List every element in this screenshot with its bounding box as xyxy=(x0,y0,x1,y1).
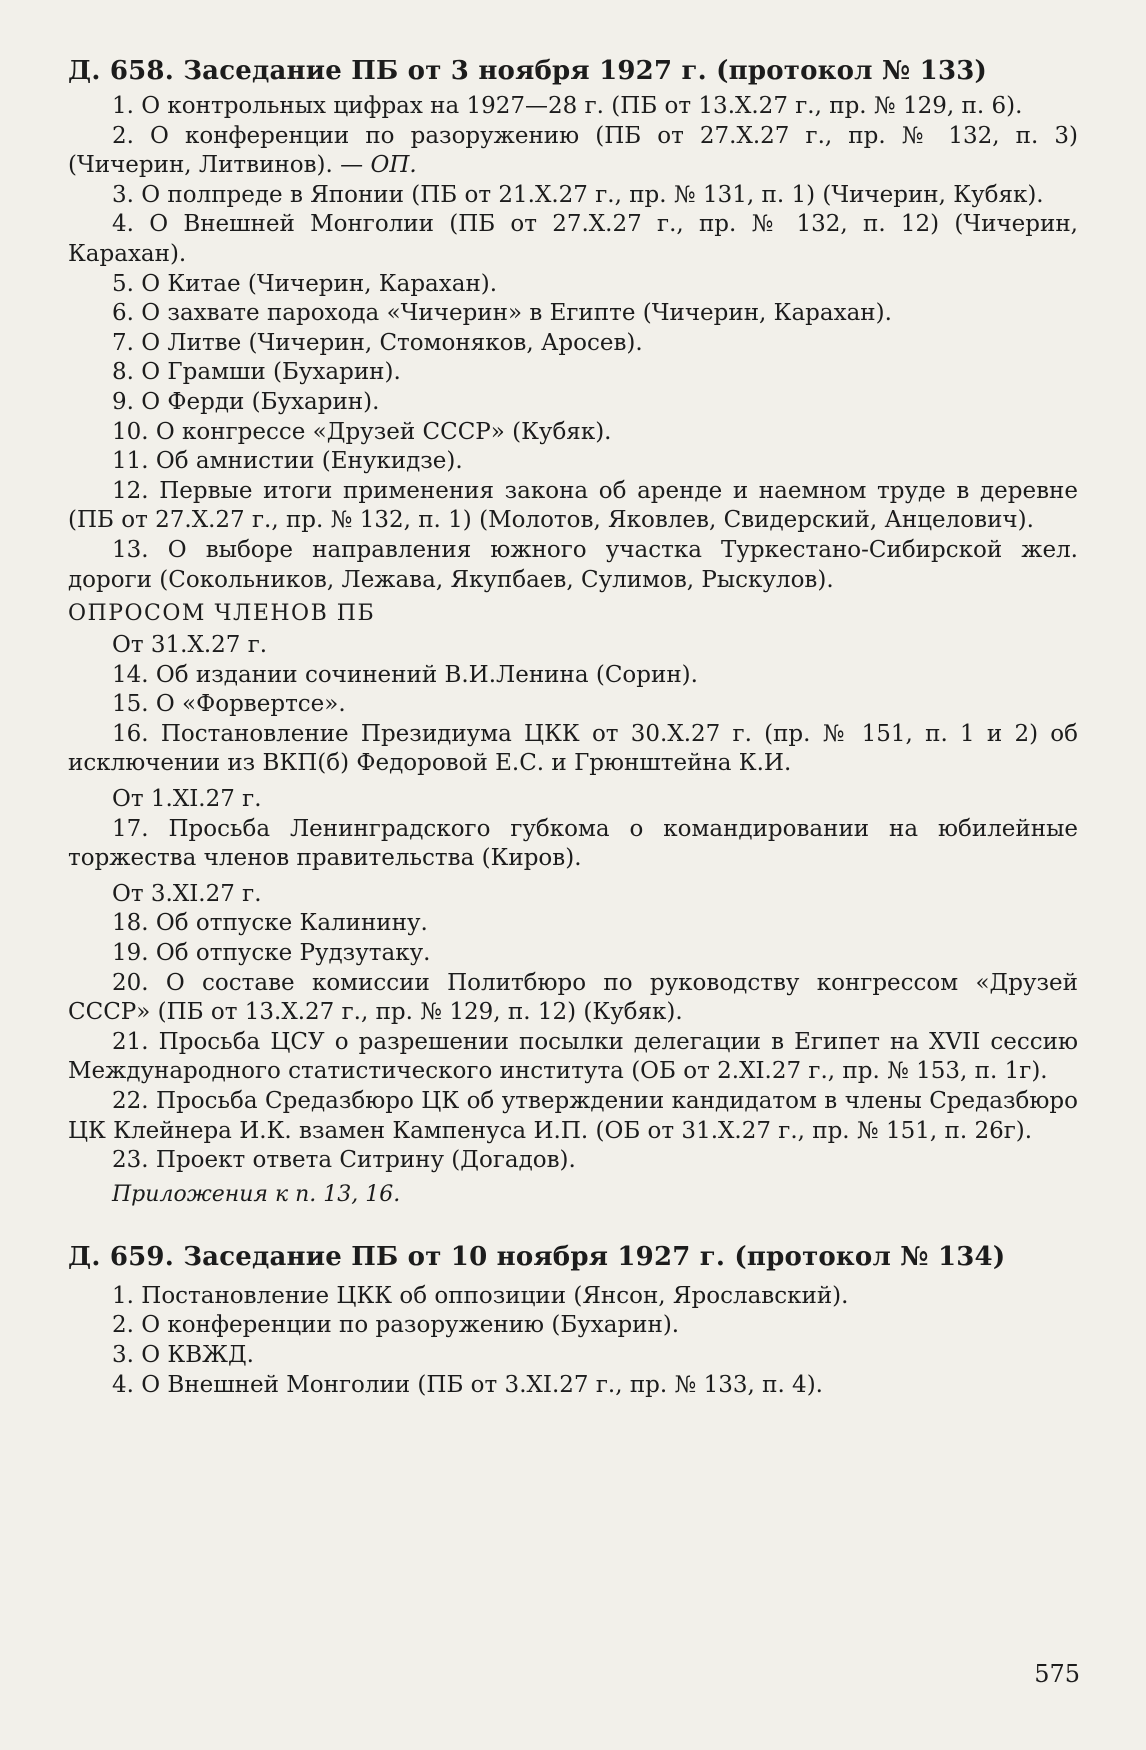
doc-658-item-8: 8. О Грамши (Бухарин). xyxy=(112,359,401,386)
doc-659-item-3: 3. О КВЖД. xyxy=(112,1341,254,1368)
doc-658-item-5: 5. О Китае (Чичерин, Карахан). xyxy=(112,270,498,297)
poll-section-label: ОПРОСОМ ЧЛЕНОВ ПБ xyxy=(68,601,376,627)
doc-658-item-19: 19. Об отпуске Рудзутаку. xyxy=(112,940,431,967)
doc-658-item-21: 21. Просьба ЦСУ о разрешении посылки делегации в Египет на XVII сессию Международного статистического института (ОБ от 2.XI.27 г., пр. № 153, п. 1г). xyxy=(68,1028,1078,1085)
doc-658-item-2-text: 2. О конференции по разоружению (ПБ от 27.X.27 г., пр. № 132, п. 3) (Чичерин, Литвинов). — xyxy=(68,122,1078,179)
doc-658-item-18: 18. Об отпуске Калинину. xyxy=(112,910,428,937)
doc-658-item-12: 12. Первые итоги применения закона об аренде и наемном труде в деревне (ПБ от 27.X.27 г., пр. № 132, п. 1) (Молотов, Яковлев, Свидерский, Анцелович). xyxy=(68,477,1078,534)
doc-658-item-11: 11. Об амнистии (Енукидзе). xyxy=(112,448,463,475)
doc-658-item-16: 16. Постановление Президиума ЦКК от 30.X.27 г. (пр. № 151, п. 1 и 2) об исключении из ВКП(б) Федоровой Е.С. и Грюнштейна К.И. xyxy=(68,720,1078,777)
doc-659-heading: Д. 659. Заседание ПБ от 10 ноября 1927 г. (протокол № 134) xyxy=(68,1241,1006,1272)
doc-658-item-2-op: ОП. xyxy=(370,152,417,179)
doc-659-item-4: 4. О Внешней Монголии (ПБ от 3.XI.27 г., пр. № 133, п. 4). xyxy=(112,1371,823,1398)
document-page xyxy=(68,54,1078,1400)
doc-658-item-14: 14. Об издании сочинений В.И.Ленина (Сорин). xyxy=(112,661,698,688)
doc-658-item-17: 17. Просьба Ленинградского губкома о командировании на юбилейные торжества членов правительства (Киров). xyxy=(68,815,1078,872)
doc-658-item-23: 23. Проект ответа Ситрину (Догадов). xyxy=(112,1147,576,1174)
doc-658-item-9: 9. О Ферди (Бухарин). xyxy=(112,388,380,415)
doc-658-item-15: 15. О «Форвертсе». xyxy=(112,691,346,718)
doc-658-item-20: 20. О составе комиссии Политбюро по руководству конгрессом «Друзей СССР» (ПБ от 13.X.27 г., пр. № 129, п. 12) (Кубяк). xyxy=(68,969,1078,1026)
doc-658-item-2 xyxy=(68,122,1078,181)
doc-658-item-1: 1. О контрольных цифрах на 1927—28 г. (ПБ от 13.X.27 г., пр. № 129, п. 6). xyxy=(112,93,1023,119)
doc-658-item-3: 3. О полпреде в Японии (ПБ от 21.X.27 г., пр. № 131, п. 1) (Чичерин, Кубяк). xyxy=(112,181,1044,208)
doc-659-item-1: 1. Постановление ЦКК об оппозиции (Янсон, Ярославский). xyxy=(112,1282,849,1309)
poll-date-2: От 1.XI.27 г. xyxy=(112,786,262,813)
page-number: 575 xyxy=(1034,1660,1080,1688)
poll-date-3: От 3.XI.27 г. xyxy=(112,880,262,907)
poll-date-1: От 31.X.27 г. xyxy=(112,632,268,659)
doc-658-item-6: 6. О захвате парохода «Чичерин» в Египте (Чичерин, Карахан). xyxy=(112,300,892,327)
doc-658-item-10: 10. О конгрессе «Друзей СССР» (Кубяк). xyxy=(112,418,612,445)
doc-658-appendix-note: Приложения к п. 13, 16. xyxy=(112,1181,401,1207)
doc-658-item-4: 4. О Внешней Монголии (ПБ от 27.X.27 г., пр. № 132, п. 12) (Чичерин, Карахан). xyxy=(68,211,1078,267)
doc-658-heading: Д. 658. Заседание ПБ от 3 ноября 1927 г. (протокол № 133) xyxy=(68,56,988,86)
doc-659-item-2: 2. О конференции по разоружению (Бухарин). xyxy=(112,1312,680,1339)
doc-658-item-22: 22. Просьба Средазбюро ЦК об утверждении кандидатом в члены Средазбюро ЦК Клейнера И.К. взамен Кампенуса И.П. (ОБ от 31.X.27 г., пр. № 151, п. 26г). xyxy=(68,1088,1078,1144)
doc-658-item-13: 13. О выборе направления южного участка Туркестано-Сибирской жел. дороги (Сокольников, Лежава, Якупбаев, Сулимов, Рыскулов). xyxy=(68,536,1078,593)
doc-658-item-7: 7. О Литве (Чичерин, Стомоняков, Аросев). xyxy=(112,329,643,356)
